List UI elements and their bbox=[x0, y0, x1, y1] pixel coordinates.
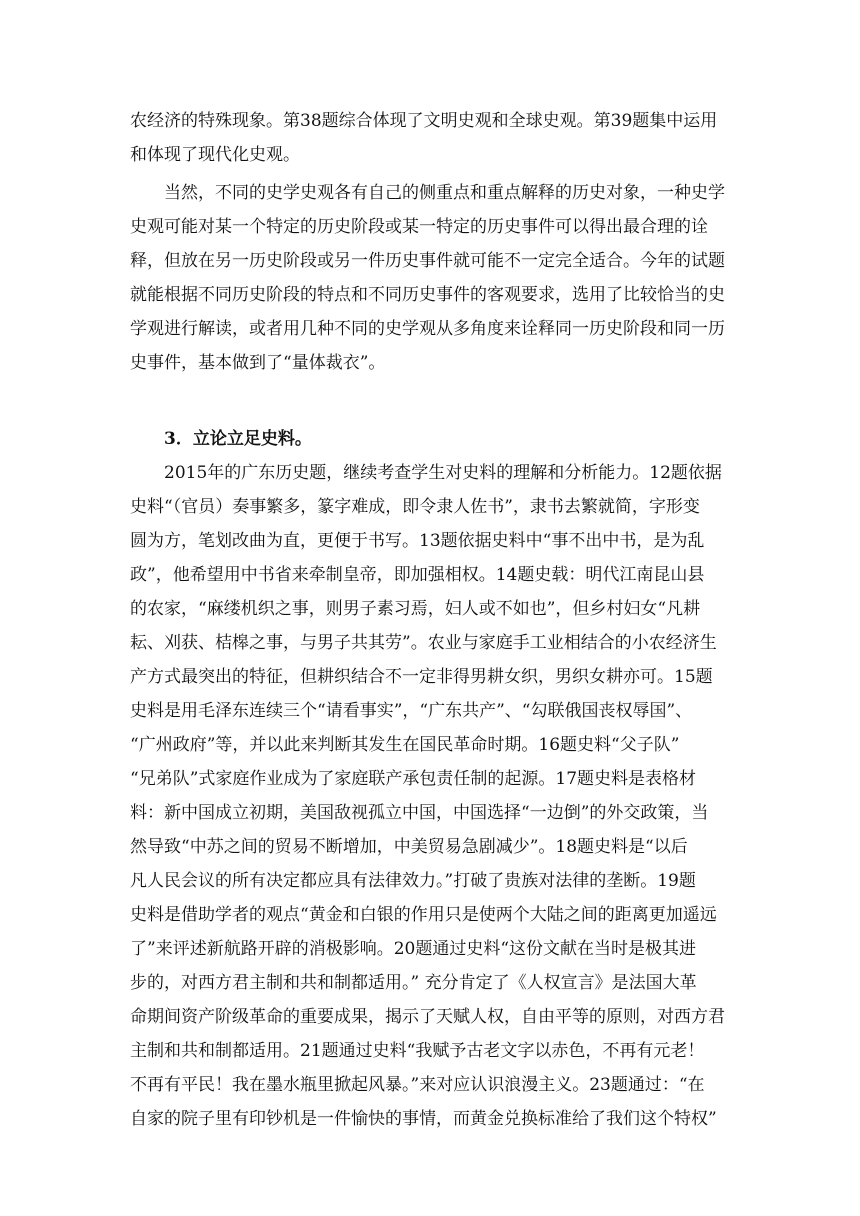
paragraph-line: 农经济的特殊现象。第38题综合体现了文明史观和全球史观。第39题集中运用 bbox=[130, 111, 718, 131]
paragraph-line: 然导致“中苏之间的贸易不断增加，中美贸易急剧减少”。18题史料是“以后 bbox=[130, 837, 688, 857]
paragraph-line: 主制和共和制都适用。21题通过史料“我赋予古老文字以赤色，不再有元老！ bbox=[130, 1041, 705, 1061]
paragraph-line: 就能根据不同历史阶段的特点和不同历史事件的客观要求，选用了比较恰当的史 bbox=[130, 285, 725, 305]
paragraph-line: 不再有平民！我在墨水瓶里掀起风暴。”来对应认识浪漫主义。23题通过：“在 bbox=[130, 1075, 705, 1095]
paragraph-line: 了”来评述新航路开辟的消极影响。20题通过史料“这份文献在当时是极其进 bbox=[130, 939, 697, 959]
paragraph-line: 史料是用毛泽东连续三个“请看事实”，“广东共产”、“勾联俄国丧权辱国”、 bbox=[130, 701, 693, 721]
section-heading: 3．立论立足史料。 bbox=[164, 429, 312, 449]
paragraph-line: 释，但放在另一历史阶段或另一件历史事件就可能不一定完全适合。今年的试题 bbox=[130, 251, 725, 271]
paragraph-line: 料：新中国成立初期，美国敌视孤立中国，中国选择“一边倒”的外交政策，当 bbox=[130, 803, 709, 823]
paragraph-line: “兄弟队”式家庭作业成为了家庭联产承包责任制的起源。17题史料是表格材 bbox=[130, 769, 697, 789]
paragraph-line: 政”，他希望用中书省来牵制皇帝，即加强相权。14题史载：明代江南昆山县 bbox=[130, 565, 705, 585]
paragraph-line: 2015年的广东历史题，继续考查学生对史料的理解和分析能力。12题依据 bbox=[164, 463, 722, 483]
paragraph-line: 圆为方，笔划改曲为直，更便于书写。13题依据史料中“事不出中书，是为乱 bbox=[130, 531, 705, 551]
paragraph-line: 命期间资产阶级革命的重要成果，揭示了天赋人权，自由平等的原则，对西方君 bbox=[130, 1007, 725, 1027]
paragraph-line: 耘、刈获、桔槔之事，与男子共其劳”。农业与家庭手工业相结合的小农经济生 bbox=[130, 633, 717, 653]
paragraph-line: 当然，不同的史学史观各有自己的侧重点和重点解释的历史对象，一种史学 bbox=[164, 183, 725, 203]
paragraph-line: 学观进行解读，或者用几种不同的史学观从多角度来诠释同一历史阶段和同一历 bbox=[130, 319, 725, 339]
paragraph-line: 史观可能对某一个特定的历史阶段或某一特定的历史事件可以得出最合理的诠 bbox=[130, 217, 708, 237]
paragraph-line: 史料是借助学者的观点“黄金和白银的作用只是使两个大陆之间的距离更加遥远 bbox=[130, 905, 717, 925]
paragraph-line: 产方式最突出的特征，但耕织结合不一定非得男耕女织，男织女耕亦可。15题 bbox=[130, 667, 713, 687]
paragraph-line: 凡人民会议的所有决定都应具有法律效力。”打破了贵族对法律的垄断。19题 bbox=[130, 871, 696, 891]
paragraph-line: 步的，对西方君主制和共和制都适用。” 充分肯定了《人权宣言》是法国大革 bbox=[130, 973, 697, 993]
paragraph-line: 自家的院子里有印钞机是一件愉快的事情，而黄金兑换标准给了我们这个特权” bbox=[130, 1109, 717, 1129]
paragraph-line: 的农家，“麻缕机织之事，则男子素习焉，妇人或不如也”，但乡村妇女“凡耕 bbox=[130, 599, 701, 619]
paragraph-line: “广州政府”等，并以此来判断其发生在国民革命时期。16题史料“父子队” bbox=[130, 735, 680, 755]
paragraph-line: 史事件，基本做到了“量体裁衣”。 bbox=[130, 353, 386, 373]
paragraph-line: 和体现了现代化史观。 bbox=[130, 145, 300, 165]
paragraph-line: 史料“（官员）奏事繁多，篆字难成，即令隶人佐书”，隶书去繁就简，字形变 bbox=[130, 497, 700, 517]
